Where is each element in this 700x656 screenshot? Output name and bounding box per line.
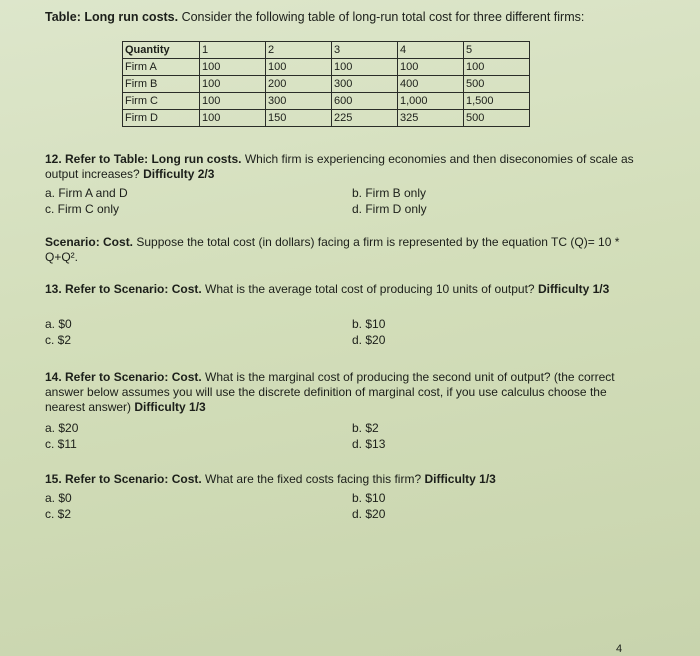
table-cell: 150: [266, 110, 332, 127]
table-cell: 500: [464, 76, 530, 93]
table-cell: 100: [332, 59, 398, 76]
table-cell: 100: [200, 76, 266, 93]
question-14-lead: 14. Refer to Scenario: Cost.: [45, 370, 202, 384]
question-15-difficulty: Difficulty 1/3: [424, 472, 496, 486]
table-title: Table: Long run costs.: [45, 10, 179, 24]
question-13-difficulty: Difficulty 1/3: [537, 282, 610, 296]
table-cell: 100: [200, 59, 266, 76]
question-12-difficulty: Difficulty 2/3: [143, 167, 215, 181]
question-13-option-d: d. $20: [352, 333, 386, 347]
table-cell: 300: [332, 76, 398, 93]
question-12-option-b: b. Firm B only: [352, 186, 427, 200]
question-14-text: [45, 370, 645, 415]
table-intro-text: Consider the following table of long-run total cost for three different firms:: [178, 10, 585, 24]
row-label: Firm B: [123, 76, 200, 93]
question-12-text: [45, 152, 645, 182]
long-run-cost-table: [122, 41, 530, 127]
question-12-option-a: a. Firm A and D: [45, 186, 128, 200]
question-15-option-d: d. $20: [352, 507, 386, 521]
table-cell: 325: [398, 110, 464, 127]
question-13-option-b: b. $10: [352, 317, 386, 331]
table-cell: 100: [200, 93, 266, 110]
question-14-option-b: b. $2: [352, 421, 379, 435]
table-cell: 500: [464, 110, 530, 127]
question-14-option-d: d. $13: [352, 437, 386, 451]
header-cell: 3: [332, 42, 398, 59]
question-13-text: [45, 282, 645, 297]
page-number: 4: [616, 643, 623, 655]
scenario-lead: Scenario: Cost.: [45, 235, 134, 249]
row-label: Firm D: [123, 110, 200, 127]
table-cell: 400: [398, 76, 464, 93]
table-cell: 300: [266, 93, 332, 110]
header-cell: 2: [266, 42, 332, 59]
question-14-option-c: c. $11: [45, 437, 77, 451]
table-cell: 1,500: [464, 93, 530, 110]
table-cell: 100: [398, 59, 464, 76]
header-cell: Quantity: [123, 42, 200, 59]
question-13-body: What is the average total cost of producing 10 units of output?: [201, 282, 538, 296]
row-label: Firm A: [123, 59, 200, 76]
question-15-option-c: c. $2: [45, 507, 72, 521]
table-row: [123, 93, 530, 110]
table-row: [123, 76, 530, 93]
question-13-lead: 13. Refer to Scenario: Cost.: [45, 282, 202, 296]
question-13-option-c: c. $2: [45, 333, 72, 347]
table-cell: 1,000: [398, 93, 464, 110]
table-row: [123, 59, 530, 76]
question-14-difficulty: Difficulty 1/3: [134, 400, 206, 414]
question-15-body: What are the fixed costs facing this firm?: [201, 472, 425, 486]
question-15-lead: 15. Refer to Scenario: Cost.: [45, 472, 202, 486]
header-cell: 1: [200, 42, 266, 59]
question-15-option-b: b. $10: [352, 491, 386, 505]
table-intro: [45, 10, 584, 24]
table-header-row: [123, 42, 530, 59]
question-13-option-a: a. $0: [45, 317, 72, 331]
row-label: Firm C: [123, 93, 200, 110]
question-12-option-d: d. Firm D only: [352, 202, 427, 216]
table-cell: 200: [266, 76, 332, 93]
table-cell: 600: [332, 93, 398, 110]
table-row: [123, 110, 530, 127]
header-cell: 4: [398, 42, 464, 59]
table-cell: 100: [464, 59, 530, 76]
question-14-option-a: a. $20: [45, 421, 79, 435]
question-15-text: [45, 472, 645, 487]
question-12-body: Which firm is experiencing economies and then diseconomies of scale as output increases?: [45, 152, 634, 181]
table-cell: 100: [200, 110, 266, 127]
table-cell: 100: [266, 59, 332, 76]
table-cell: 225: [332, 110, 398, 127]
question-12-option-c: c. Firm C only: [45, 202, 120, 216]
question-12-lead: 12. Refer to Table: Long run costs.: [45, 152, 242, 166]
scenario-cost: [45, 235, 645, 265]
question-15-option-a: a. $0: [45, 491, 72, 505]
header-cell: 5: [464, 42, 530, 59]
scenario-body: Suppose the total cost (in dollars) facing a firm is represented by the equation TC (Q)= 10 * Q+Q².: [45, 235, 620, 264]
question-14-body: What is the marginal cost of producing the second unit of output? (the correct answer below assumes you will use the discrete definition of marginal cost, if you use calculus choose the nearest answer): [45, 370, 615, 414]
